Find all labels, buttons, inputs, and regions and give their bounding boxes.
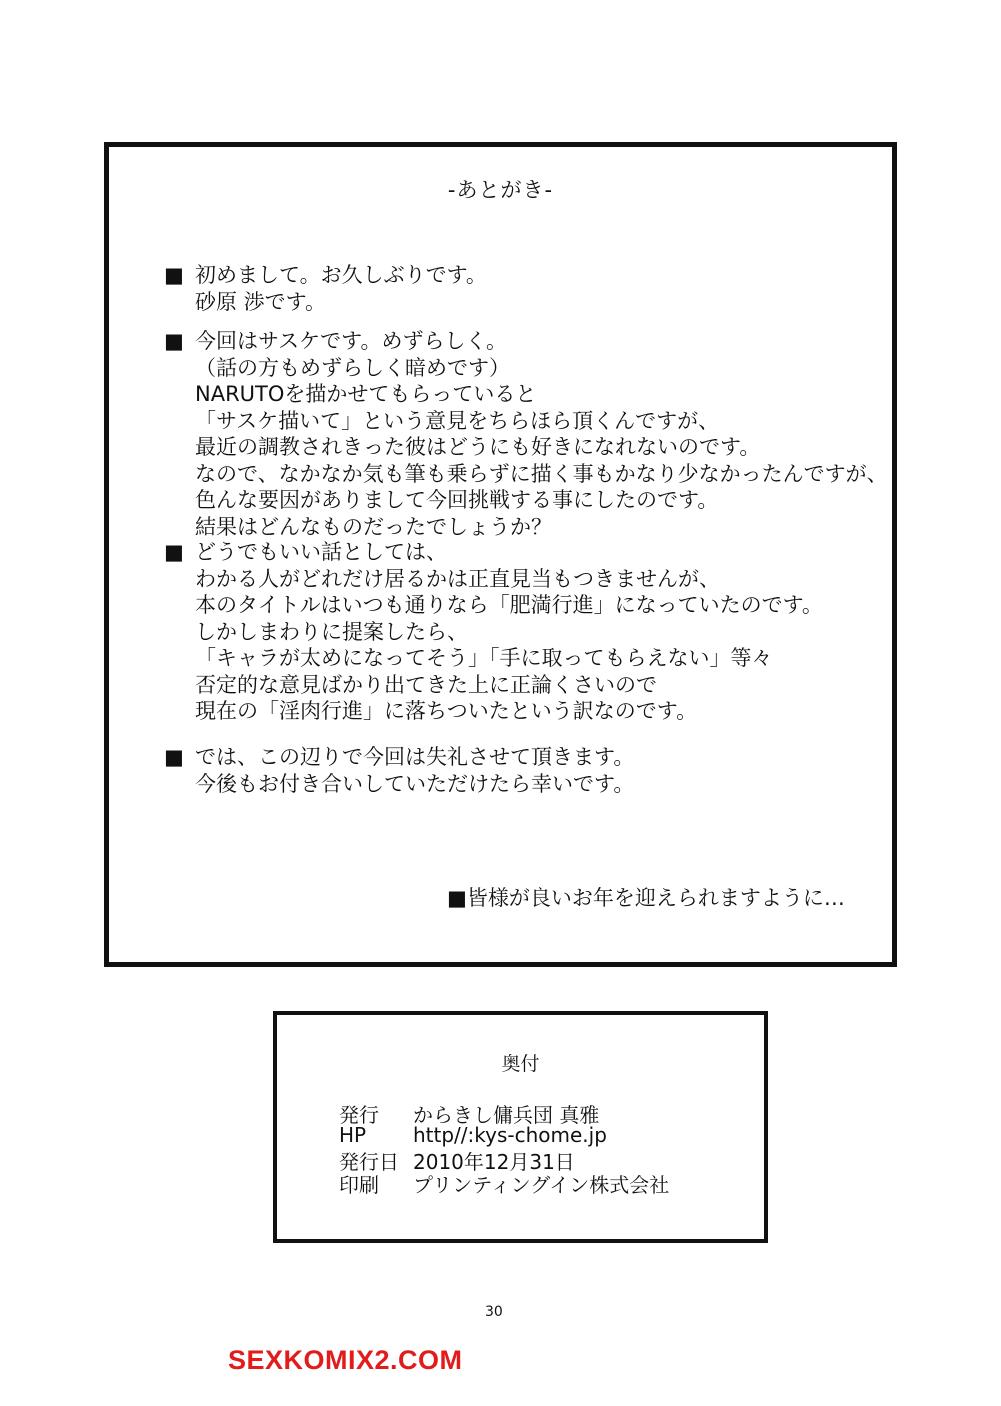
- colophon-box: [273, 1011, 768, 1243]
- text-line: しかしまわりに提案したら、: [195, 619, 468, 644]
- text-line: なので、なかなか気も筆も乗らずに描く事もかなり少なかったんですが、: [195, 461, 888, 486]
- text-line: 結果はどんなものだったでしょうか？: [195, 514, 552, 539]
- row-key: HP: [339, 1123, 367, 1147]
- text-line: 今回はサスケです。めずらしく。: [195, 329, 508, 353]
- watermark-part2: KOMIX2.COM: [283, 1345, 463, 1375]
- text-line: どうでもいい話としては、: [195, 540, 447, 564]
- paragraph-2: [164, 328, 888, 540]
- text-line: 砂原 渉です。: [195, 289, 326, 314]
- row-value: プリンティングイン株式会社: [413, 1173, 670, 1197]
- text-line: 最近の調教されきった彼はどうにも好きになれないのです。: [195, 435, 761, 459]
- text-line: 「キャラが太めになってそう」「手に取ってもらえない」等々: [195, 646, 773, 670]
- afterword-box: [104, 142, 897, 967]
- text-line: では、この辺りで今回は失礼させて頂きます。: [195, 745, 635, 769]
- text-line: 「サスケ描いて」という意見をちらほら頂くんですが、: [195, 408, 720, 433]
- text-line: 初めまして。お久しぶりです。: [195, 263, 487, 287]
- bullet: ■: [164, 745, 184, 769]
- watermark-part1: SEX: [228, 1345, 284, 1375]
- colophon-row-printer: [339, 1169, 669, 1198]
- text-line: わかる人がどれだけ居るかは正直見当もつきませんが、: [195, 566, 720, 591]
- site-watermark: [228, 1345, 463, 1376]
- row-key: 印刷: [339, 1173, 379, 1197]
- text-line: 否定的な意見ばかり出てきた上に正論くさいので: [195, 672, 657, 697]
- row-value: からきし傭兵団 真雅: [413, 1103, 600, 1127]
- afterword-title: -あとがき-: [447, 178, 554, 202]
- bullet: ■: [164, 329, 184, 353]
- paragraph-4: [164, 744, 634, 797]
- text-line: 現在の「淫肉行進」に落ちついたという訳なのです。: [195, 699, 698, 723]
- paragraph-1: [164, 262, 487, 315]
- row-key: 発行日: [339, 1150, 399, 1174]
- bullet: ■: [164, 263, 184, 287]
- bullet: ■: [164, 540, 184, 564]
- text-line: 色んな要因がありまして今回挑戦する事にしたのです。: [195, 488, 719, 512]
- row-value: 2010年12月31日: [413, 1150, 575, 1174]
- colophon-row-hp: [339, 1123, 607, 1147]
- text-line: （話の方もめずらしく暗めです）: [195, 355, 510, 380]
- text-line: NARUTOを描かせてもらっていると: [195, 382, 537, 406]
- text-line: 今後もお付き合いしていただけたら幸いです。: [195, 771, 635, 796]
- closing-line: ■皆様が良いお年を迎えられますように…: [447, 886, 845, 910]
- page-number: 30: [485, 1304, 503, 1320]
- paragraph-3: [164, 539, 823, 725]
- text-line: 本のタイトルはいつも通りなら「肥満行進」になっていたのです。: [195, 593, 823, 617]
- row-key: 発行: [339, 1103, 379, 1127]
- row-value: http//:kys-chome.jp: [413, 1123, 607, 1147]
- colophon-title: 奥付: [501, 1053, 540, 1075]
